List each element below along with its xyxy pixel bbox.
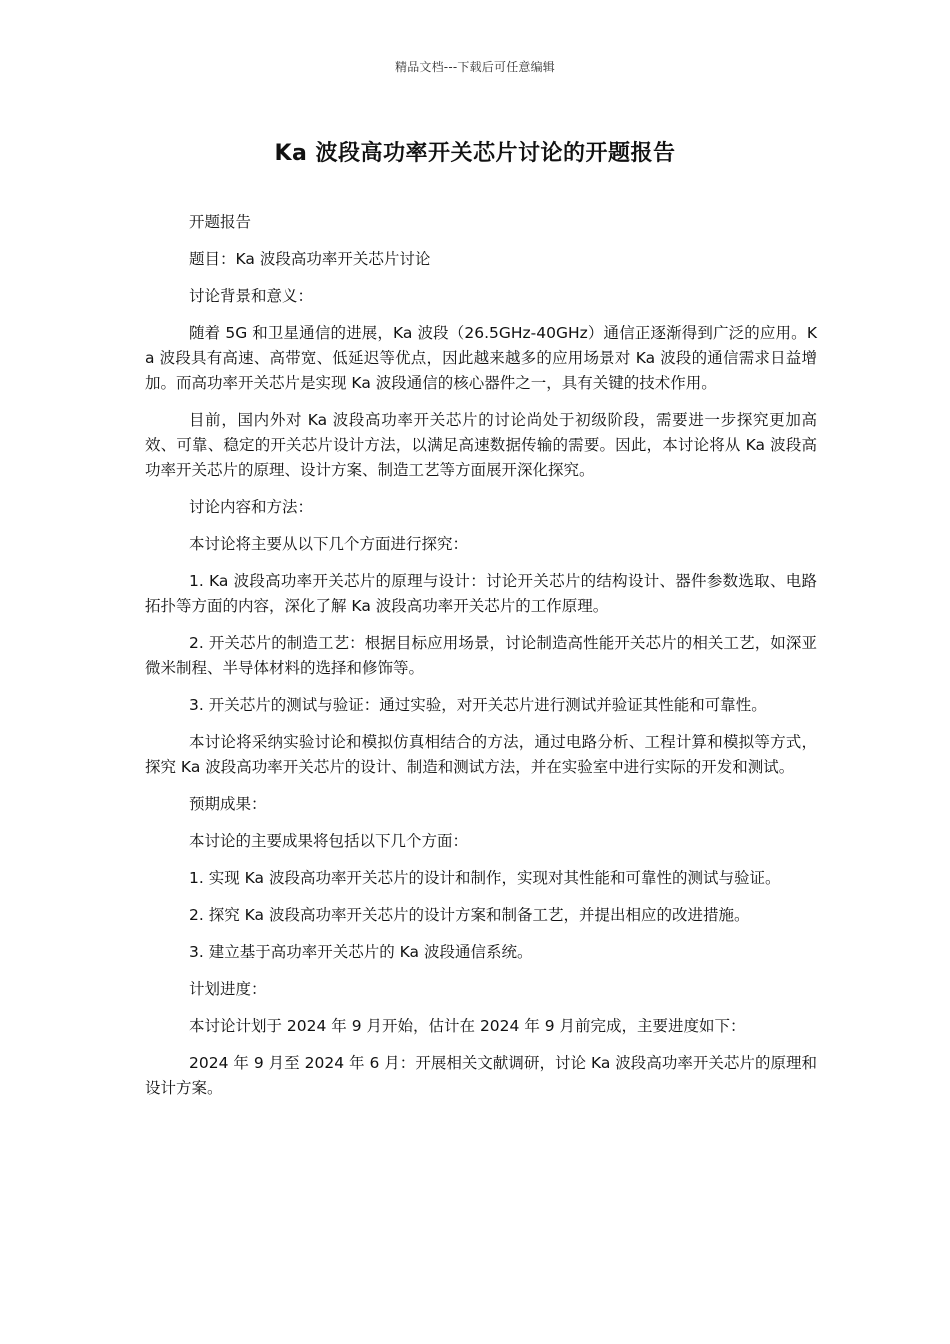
section-heading-content-method: 讨论内容和方法： bbox=[189, 498, 314, 516]
topic-line: 题目：Ka 波段高功率开关芯片讨论 bbox=[189, 250, 431, 268]
document-title: Ka 波段高功率开关芯片讨论的开题报告 bbox=[274, 141, 676, 166]
section-heading-background: 讨论背景和意义： bbox=[189, 287, 314, 305]
list-item-result-2: 2. 探究 Ka 波段高功率开关芯片的设计方案和制备工艺，并提出相应的改进措施。 bbox=[189, 906, 750, 924]
list-item-result-1: 1. 实现 Ka 波段高功率开关芯片的设计和制作，实现对其性能和可靠性的测试与验证。 bbox=[189, 869, 781, 887]
section-heading-schedule: 计划进度： bbox=[189, 980, 267, 998]
paragraph-results-intro: 本讨论的主要成果将包括以下几个方面： bbox=[189, 832, 469, 850]
paragraph-background-2: 目前，国内外对 Ka 波段高功率开关芯片的讨论尚处于初级阶段，需要进一步探究更加高效、可靠、稳定的开关芯片设计方法，以满足高速数据传输的需要。因此，本讨论将从 Ka 波段高功率开关芯片的原理、设计方案、制造工艺等方面展开深化探究。 bbox=[145, 411, 817, 479]
paragraph-method: 本讨论将采纳实验讨论和模拟仿真相结合的方法，通过电路分析、工程计算和模拟等方式，探究 Ka 波段高功率开关芯片的设计、制造和测试方法，并在实验室中进行实际的开发和测试。 bbox=[145, 733, 817, 776]
document-body bbox=[145, 210, 817, 1113]
section-heading-expected-results: 预期成果： bbox=[189, 795, 267, 813]
paragraph-schedule-intro: 本讨论计划于 2024 年 9 月开始，估计在 2024 年 9 月前完成，主要进度如下： bbox=[189, 1017, 746, 1035]
list-item-result-3: 3. 建立基于高功率开关芯片的 Ka 波段通信系统。 bbox=[189, 943, 533, 961]
list-item-content-3: 3. 开关芯片的测试与验证：通过实验，对开关芯片进行测试并验证其性能和可靠性。 bbox=[189, 696, 767, 714]
paragraph-schedule-1: 2024 年 9 月至 2024 年 6 月：开展相关文献调研，讨论 Ka 波段高功率开关芯片的原理和设计方案。 bbox=[145, 1054, 817, 1097]
paragraph-content-intro: 本讨论将主要从以下几个方面进行探究： bbox=[189, 535, 469, 553]
header-note: 精品文档---下载后可任意编辑 bbox=[395, 60, 555, 74]
list-item-content-2: 2. 开关芯片的制造工艺：根据目标应用场景，讨论制造高性能开关芯片的相关工艺，如深亚微米制程、半导体材料的选择和修饰等。 bbox=[145, 634, 817, 677]
list-item-content-1: 1. Ka 波段高功率开关芯片的原理与设计：讨论开关芯片的结构设计、器件参数选取、电路拓扑等方面的内容，深化了解 Ka 波段高功率开关芯片的工作原理。 bbox=[145, 572, 817, 615]
report-label: 开题报告 bbox=[189, 213, 252, 231]
paragraph-background-1: 随着 5G 和卫星通信的进展，Ka 波段（26.5GHz-40GHz）通信正逐渐得到广泛的应用。Ka 波段具有高速、高带宽、低延迟等优点，因此越来越多的应用场景对 Ka 波段的通信需求日益增加。而高功率开关芯片是实现 Ka 波段通信的核心器件之一，具有关键的技术作用。 bbox=[145, 324, 817, 392]
